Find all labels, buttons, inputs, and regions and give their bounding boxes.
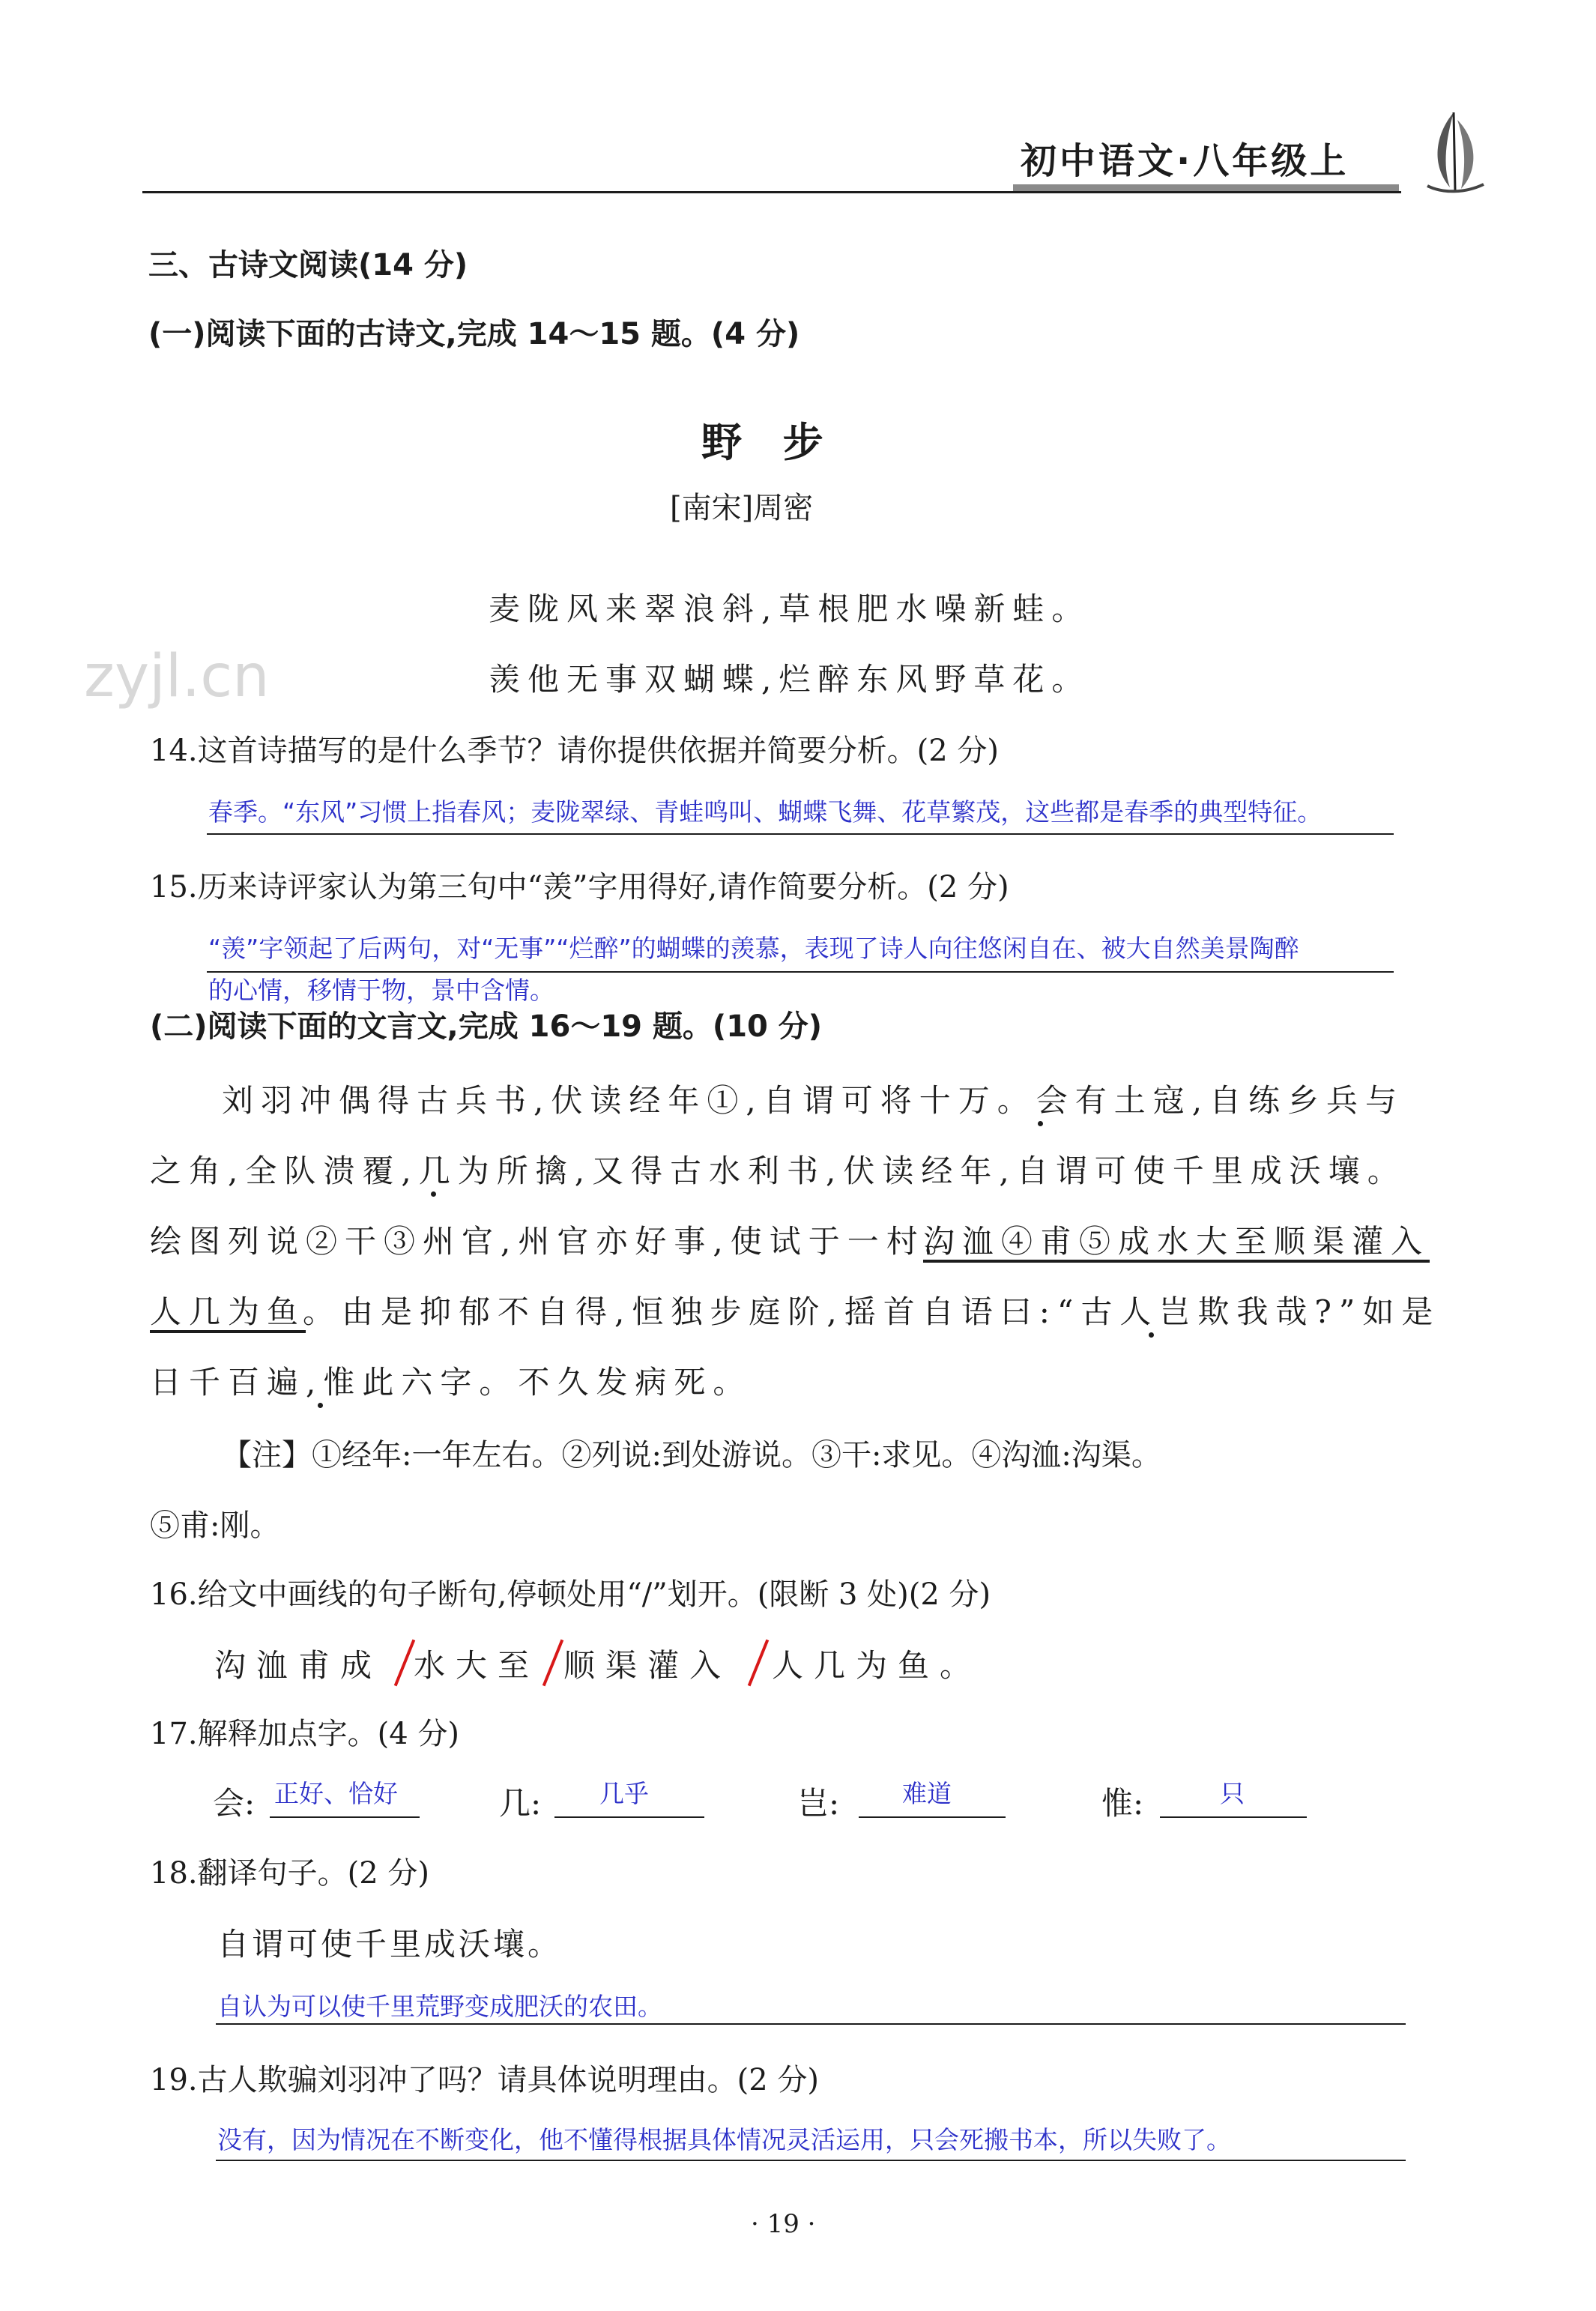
watermark: zyjl.cn xyxy=(84,643,270,710)
emphasis-dot-wei xyxy=(318,1403,323,1408)
q17-line-ji xyxy=(554,1816,704,1818)
passage-line-4: 。由是抑郁不自得,恒独步庭阶,摇首自语曰:“古人岂欺我哉?”如是 xyxy=(303,1293,1441,1330)
q16-segment-2: 水大至 xyxy=(414,1647,540,1684)
q17-label-hui: 会: xyxy=(213,1785,256,1822)
passage-underlined-sentence-1: 沟洫④甫⑤成水大至顺渠灌入 xyxy=(923,1223,1430,1260)
q14-answer-line xyxy=(207,833,1394,835)
q19-answer-line xyxy=(216,2160,1406,2161)
q17-label-qi: 岂: xyxy=(797,1785,840,1822)
q17-answer-hui: 正好、恰好 xyxy=(274,1779,398,1808)
q15-question: 15.历来诗评家认为第三句中“羡”字用得好,请作简要分析。(2 分) xyxy=(150,870,1009,904)
q19-question: 19.古人欺骗刘羽冲了吗？请具体说明理由。(2 分) xyxy=(150,2063,819,2097)
passage-line-5: 日千百遍,惟此六字。不久发病死。 xyxy=(150,1364,752,1401)
q16-break-mark-2 xyxy=(542,1640,563,1687)
leaf-logo-icon xyxy=(1420,105,1487,195)
poem-line-2: 羡他无事双蝴蝶,烂醉东风野草花。 xyxy=(489,661,1091,698)
q17-line-hui xyxy=(270,1816,420,1818)
poem-title: 野 步 xyxy=(701,419,837,466)
q17-label-ji: 几: xyxy=(499,1785,542,1822)
header-title: 初中语文·八年级上 xyxy=(1021,140,1349,182)
notes-line-2: ⑤甫:刚。 xyxy=(150,1508,280,1543)
emphasis-dot-ji xyxy=(431,1191,436,1197)
q17-answer-wei: 只 xyxy=(1220,1779,1245,1808)
emphasis-dot-hui xyxy=(1038,1121,1043,1126)
q14-question: 14.这首诗描写的是什么季节？请你提供依据并简要分析。(2 分) xyxy=(150,734,999,768)
q19-answer: 没有，因为情况在不断变化，他不懂得根据具体情况灵活运用，只会死搬书本，所以失败了。 xyxy=(217,2125,1231,2154)
q16-segment-3: 顺渠灌入 xyxy=(563,1647,732,1684)
header-rule xyxy=(142,191,1401,193)
q16-segment-1: 沟洫甫成 xyxy=(214,1647,383,1684)
passage-underlined-sentence-2: 人几为鱼 xyxy=(150,1293,306,1330)
q16-break-mark-3 xyxy=(748,1640,769,1687)
q16-question: 16.给文中画线的句子断句,停顿处用“/”划开。(限断 3 处)(2 分) xyxy=(150,1577,991,1612)
passage-line-1: 刘羽冲偶得古兵书,伏读经年①,自谓可将十万。会有土寇,自练乡兵与 xyxy=(222,1082,1405,1119)
q17-line-wei xyxy=(1160,1816,1307,1818)
q15-answer-line-1: “羡”字领起了后两句，对“无事”“烂醉”的蝴蝶的羡慕，表现了诗人向往悠闲自在、被大自然美景陶醉 xyxy=(208,934,1299,963)
q16-segment-4: 人几为鱼。 xyxy=(772,1647,982,1684)
part1-heading: (一)阅读下面的古诗文,完成 14～15 题。(4 分) xyxy=(148,317,800,351)
passage-line-3a: 绘图列说②干③州官,州官亦好事,使试于一村。 xyxy=(150,1223,964,1260)
emphasis-dot-qi xyxy=(1149,1332,1154,1338)
poem-author: [南宋]周密 xyxy=(670,491,814,525)
q17-line-qi xyxy=(859,1816,1006,1818)
passage-line-2: 之角,全队溃覆,几为所擒,又得古水利书,伏读经年,自谓可使千里成沃壤。 xyxy=(150,1153,1406,1189)
q17-answer-ji: 几乎 xyxy=(599,1779,649,1808)
q15-answer-line-2: 的心情，移情于物，景中含情。 xyxy=(208,976,554,1005)
q18-answer: 自认为可以使千里荒野变成肥沃的农田。 xyxy=(217,1992,662,2021)
q18-answer-line xyxy=(216,2023,1406,2025)
part2-heading: (二)阅读下面的文言文,完成 16～19 题。(10 分) xyxy=(150,1009,823,1044)
poem-line-1: 麦陇风来翠浪斜,草根肥水噪新蛙。 xyxy=(489,590,1091,627)
q14-answer: 春季。“东风”习惯上指春风；麦陇翠绿、青蛙鸣叫、蝴蝶飞舞、花草繁茂，这些都是春季的典型特征。 xyxy=(208,797,1323,827)
q18-sentence: 自谓可使千里成沃壤。 xyxy=(217,1926,563,1963)
q18-question: 18.翻译句子。(2 分) xyxy=(150,1856,429,1891)
q17-question: 17.解释加点字。(4 分) xyxy=(150,1717,459,1751)
page-number: · 19 · xyxy=(751,2209,816,2239)
notes-line-1: 【注】①经年:一年左右。②列说:到处游说。③干:求见。④沟洫:沟渠。 xyxy=(222,1438,1161,1472)
q16-break-mark-1 xyxy=(394,1640,415,1687)
q17-label-wei: 惟: xyxy=(1101,1785,1144,1822)
section-heading: 三、古诗文阅读(14 分) xyxy=(148,248,468,283)
q17-answer-qi: 难道 xyxy=(902,1779,952,1808)
